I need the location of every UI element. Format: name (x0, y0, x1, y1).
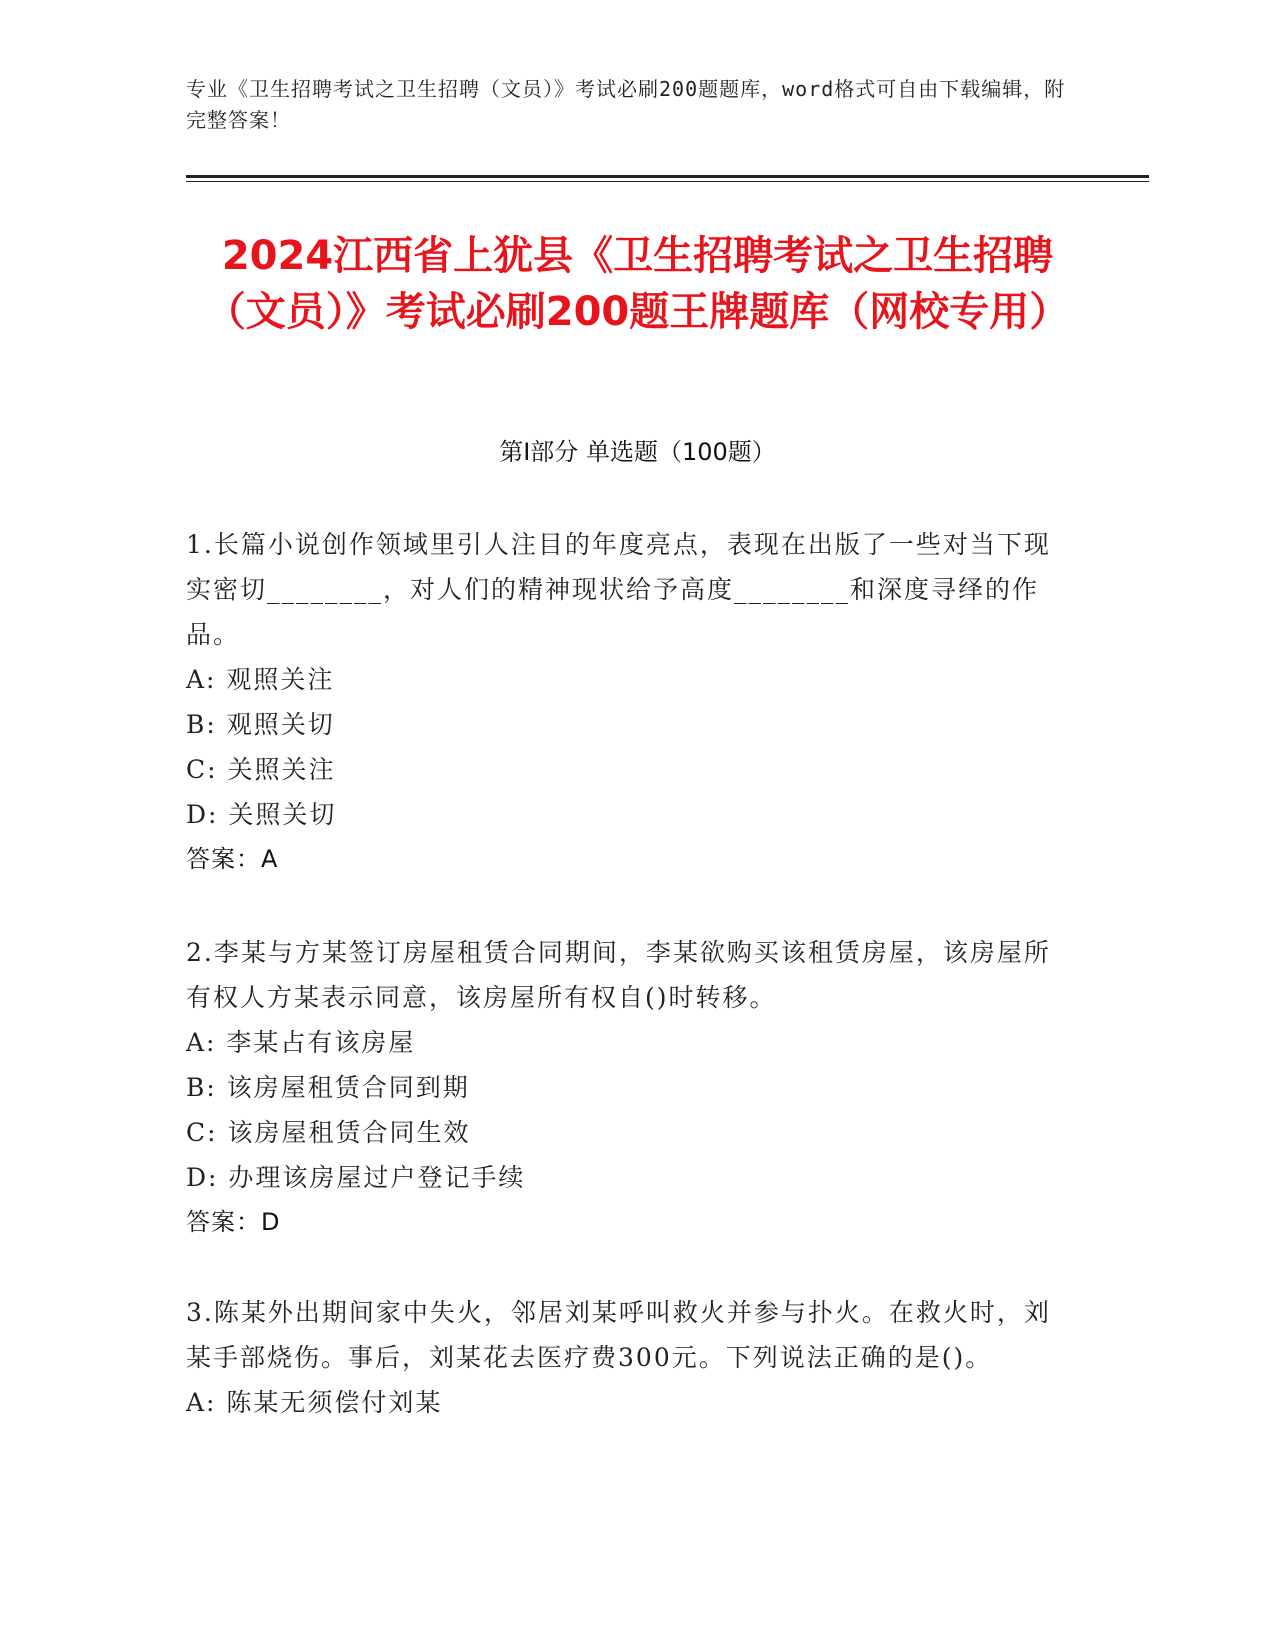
question-1 (186, 522, 1066, 882)
header-note: 专业《卫生招聘考试之卫生招聘（文员）》考试必刷200题题库，word格式可自由下载编辑，附完整答案！ (186, 77, 1066, 132)
question-stem: 3.陈某外出期间家中失火，邻居刘某呼叫救火并参与扑火。在救火时，刘某手部烧伤。事后，刘某花去医疗费300元。下列说法正确的是()。 (186, 1298, 1051, 1372)
option-a: A: 陈某无须偿付刘某 (186, 1388, 443, 1417)
question-3 (186, 1290, 1066, 1425)
option-a: A: 李某占有该房屋 (186, 1028, 416, 1057)
section-heading: 第I部分 单选题（100题） (499, 438, 776, 466)
header-divider-thin (186, 181, 1149, 182)
answer: 答案：D (186, 1208, 281, 1236)
option-a: A: 观照关注 (186, 665, 335, 694)
option-b: B: 该房屋租赁合同到期 (186, 1073, 470, 1102)
option-d: D: 关照关切 (186, 800, 337, 829)
option-d: D: 办理该房屋过户登记手续 (186, 1163, 526, 1192)
option-c: C: 该房屋租赁合同生效 (186, 1118, 471, 1147)
answer: 答案：A (186, 845, 279, 873)
question-stem: 2.李某与方某签订房屋租赁合同期间，李某欲购买该租赁房屋，该房屋所有权人方某表示同意，该房屋所有权自()时转移。 (186, 938, 1051, 1012)
question-stem: 1.长篇小说创作领域里引人注目的年度亮点，表现在出版了一些对当下现实密切________，对人们的精神现状给予高度________和深度寻绎的作品。 (186, 530, 1051, 649)
option-c: C: 关照关注 (186, 755, 336, 784)
option-b: B: 观照关切 (186, 710, 335, 739)
document-title: 2024江西省上犹县《卫生招聘考试之卫生招聘（文员）》考试必刷200题王牌题库（网校专用） (205, 233, 1070, 335)
header-divider-thick (186, 175, 1149, 178)
question-2 (186, 930, 1066, 1245)
